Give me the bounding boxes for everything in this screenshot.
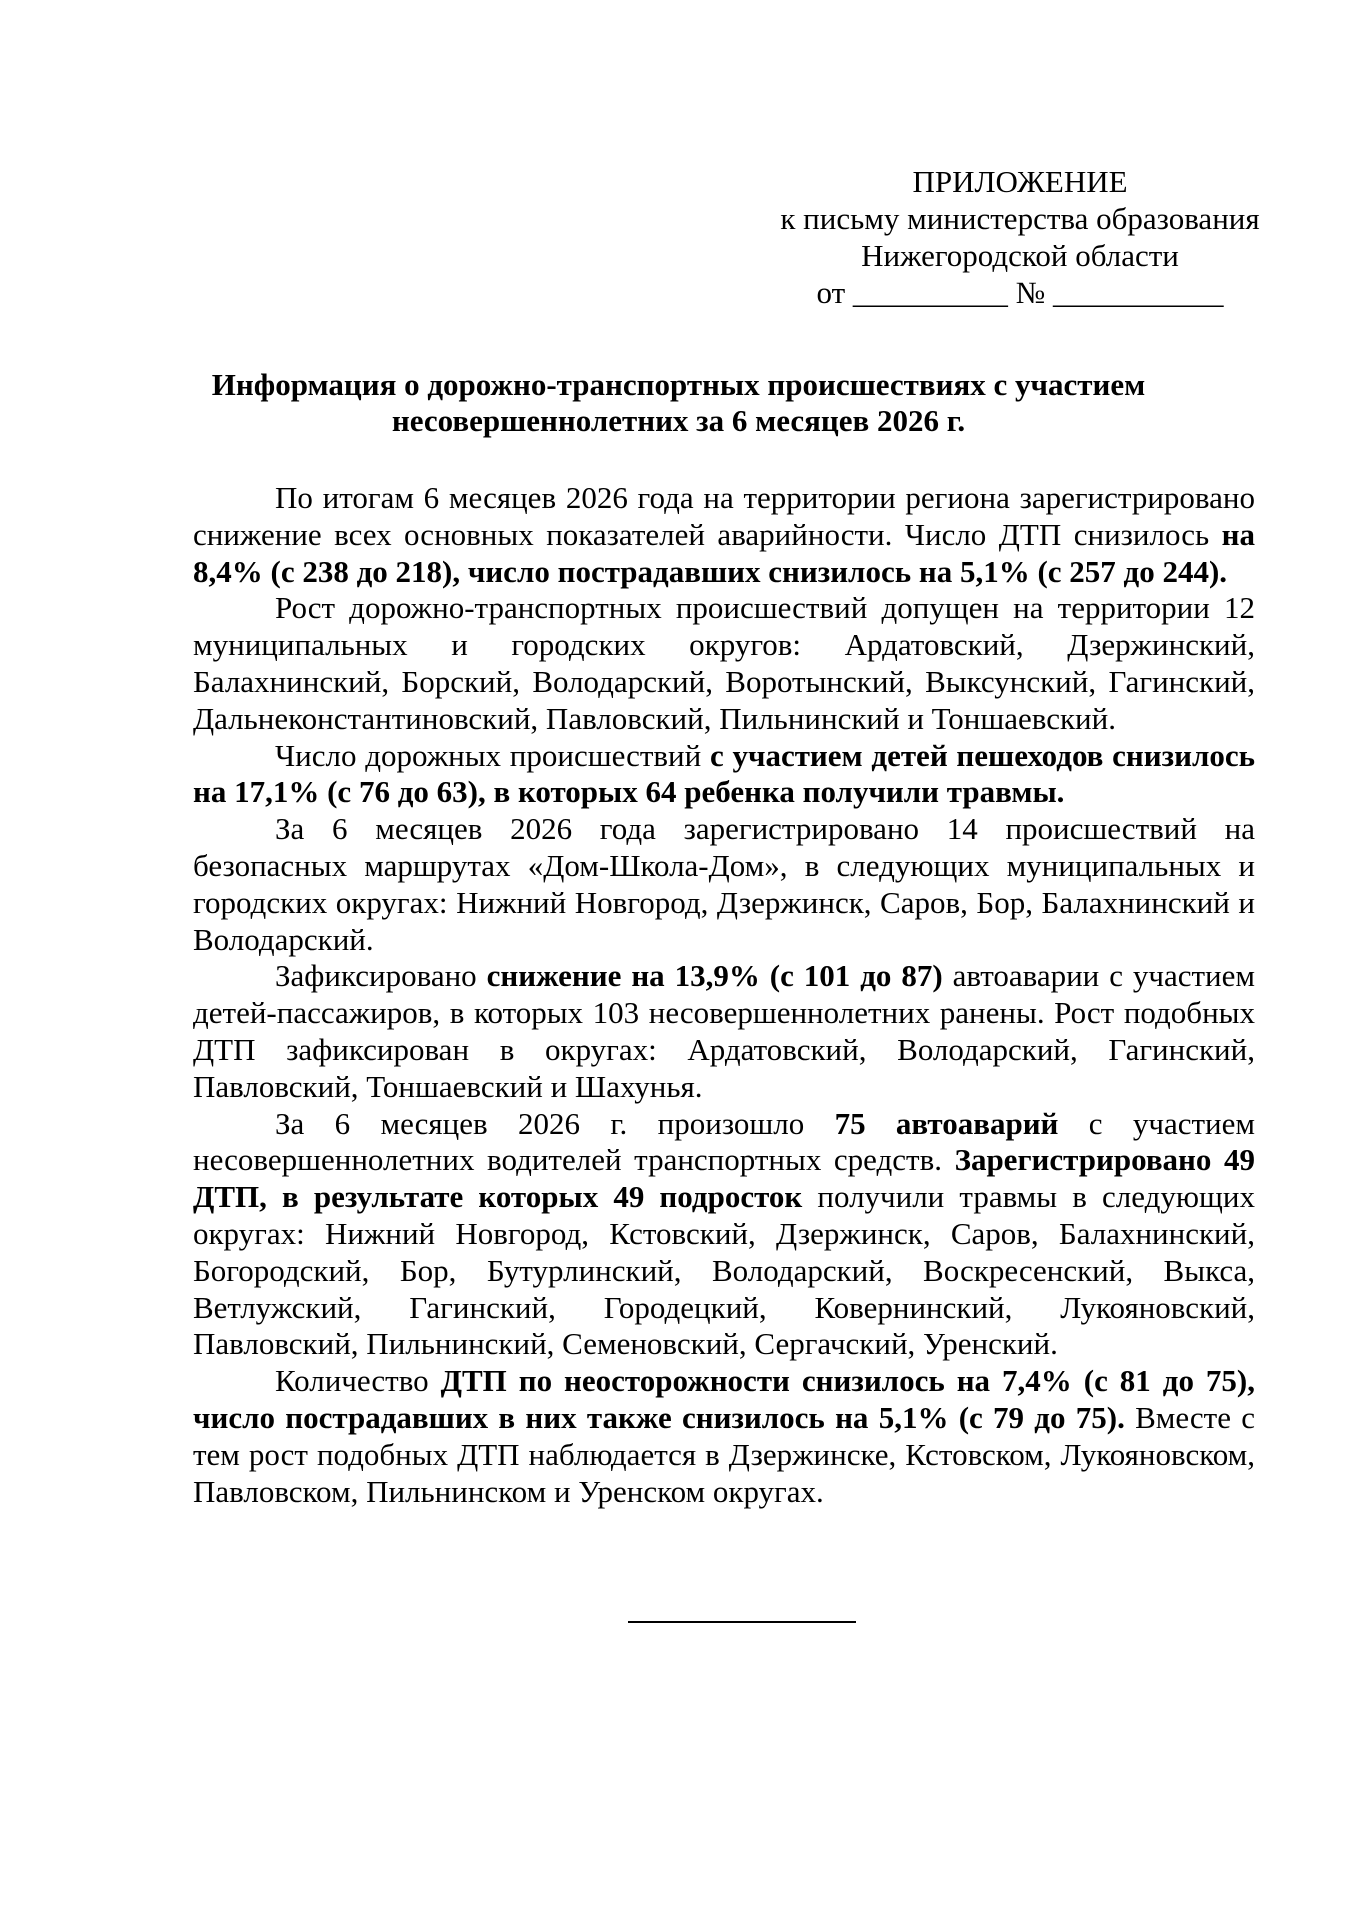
document-body bbox=[193, 480, 1255, 1510]
appendix-letter-ref: к письму министерства образования bbox=[780, 201, 1260, 236]
paragraph-minor-drivers bbox=[193, 1106, 1255, 1364]
title-line-1: Информация о дорожно-транспортных происшествиях с участием bbox=[211, 367, 1146, 402]
text-run: За 6 месяцев 2026 года зарегистрировано 14 происшествий на безопасных маршрутах «Дом-Школа-Дом», в следующих муниципальных и городских округах: Нижний Новгород, Дзержинск, Саров, Бор, Балахнинский и Володарский. bbox=[193, 811, 1255, 957]
bold-run: на 8,4% (с 238 до 218), число пострадавших снизилось на 5,1% (с 257 до 244). bbox=[193, 516, 1255, 589]
text-run: Рост дорожно-транспортных происшествий допущен на территории 12 муниципальных и городских округов: Ардатовский, Дзержинский, Балахнинский, Борский, Володарский, Воротынский, Выксунский, Гагинский, Дальнеконстантиновский, Павловский, Пильнинский и Тоншаевский. bbox=[193, 590, 1255, 736]
bold-run: ДТП по неосторожности снизилось на 7,4% (с 81 до 75), число пострадавших в них также снизилось на 5,1% (с 79 до 75). bbox=[193, 1363, 1255, 1435]
document-title bbox=[150, 367, 1207, 439]
text-run: Число дорожных происшествий bbox=[275, 737, 710, 773]
text-run: Зафиксировано bbox=[275, 958, 487, 994]
text-run: Вместе с тем рост подобных ДТП наблюдается в Дзержинске, Кстовском, Лукояновском, Павловском, Пильнинском и Уренском округах. bbox=[193, 1399, 1255, 1509]
paragraph-growth-districts bbox=[193, 590, 1255, 737]
appendix-region: Нижегородской области bbox=[861, 238, 1179, 273]
text-run: За 6 месяцев 2026 г. произошло bbox=[275, 1105, 835, 1141]
appendix-label: ПРИЛОЖЕНИЕ bbox=[912, 164, 1128, 199]
end-divider bbox=[628, 1621, 856, 1623]
paragraph-carelessness bbox=[193, 1363, 1255, 1510]
bold-run: Зарегистрировано 49 ДТП, в результате которых 49 подросток bbox=[193, 1142, 1256, 1215]
bold-run: 75 автоаварий bbox=[834, 1105, 1059, 1141]
bold-run: с участием детей пешеходов снизилось на 17,1% (с 76 до 63), в которых 64 ребенка получили травмы. bbox=[193, 737, 1255, 810]
appendix-date-number: от __________ № ___________ bbox=[816, 275, 1224, 310]
paragraph-child-passengers bbox=[193, 958, 1255, 1105]
text-run: с участием несовершеннолетних водителей транспортных средств. bbox=[193, 1105, 1255, 1178]
text-run: получили травмы в следующих округах: Нижний Новгород, Кстовский, Дзержинск, Саров, Балахнинский, Богородский, Бор, Бутурлинский, Володарский, Воскресенский, Выкса, Ветлужский, Гагинский, Городецкий, Ковернинский, Лукояновский, Павловский, Пильнинский, Семеновский, Сергачский, Уренский. bbox=[193, 1179, 1255, 1362]
title-line-2: несовершеннолетних за 6 месяцев 2026 г. bbox=[391, 403, 966, 438]
paragraph-summary bbox=[193, 480, 1255, 590]
text-run: Количество bbox=[275, 1363, 441, 1399]
text-run: автоаварии с участием детей-пассажиров, в которых 103 несовершеннолетних ранены. Рост подобных ДТП зафиксирован в округах: Ардатовский, Володарский, Гагинский, Павловский, Тоншаевский и Шахунья. bbox=[193, 958, 1255, 1104]
text-run: По итогам 6 месяцев 2026 года на территории региона зарегистрировано снижение всех основных показателей аварийности. Число ДТП снизилось bbox=[193, 480, 1255, 552]
appendix-header bbox=[700, 163, 1340, 311]
bold-run: снижение на 13,9% (с 101 до 87) bbox=[486, 958, 943, 994]
paragraph-child-pedestrians bbox=[193, 738, 1255, 812]
paragraph-safe-routes bbox=[193, 811, 1255, 958]
